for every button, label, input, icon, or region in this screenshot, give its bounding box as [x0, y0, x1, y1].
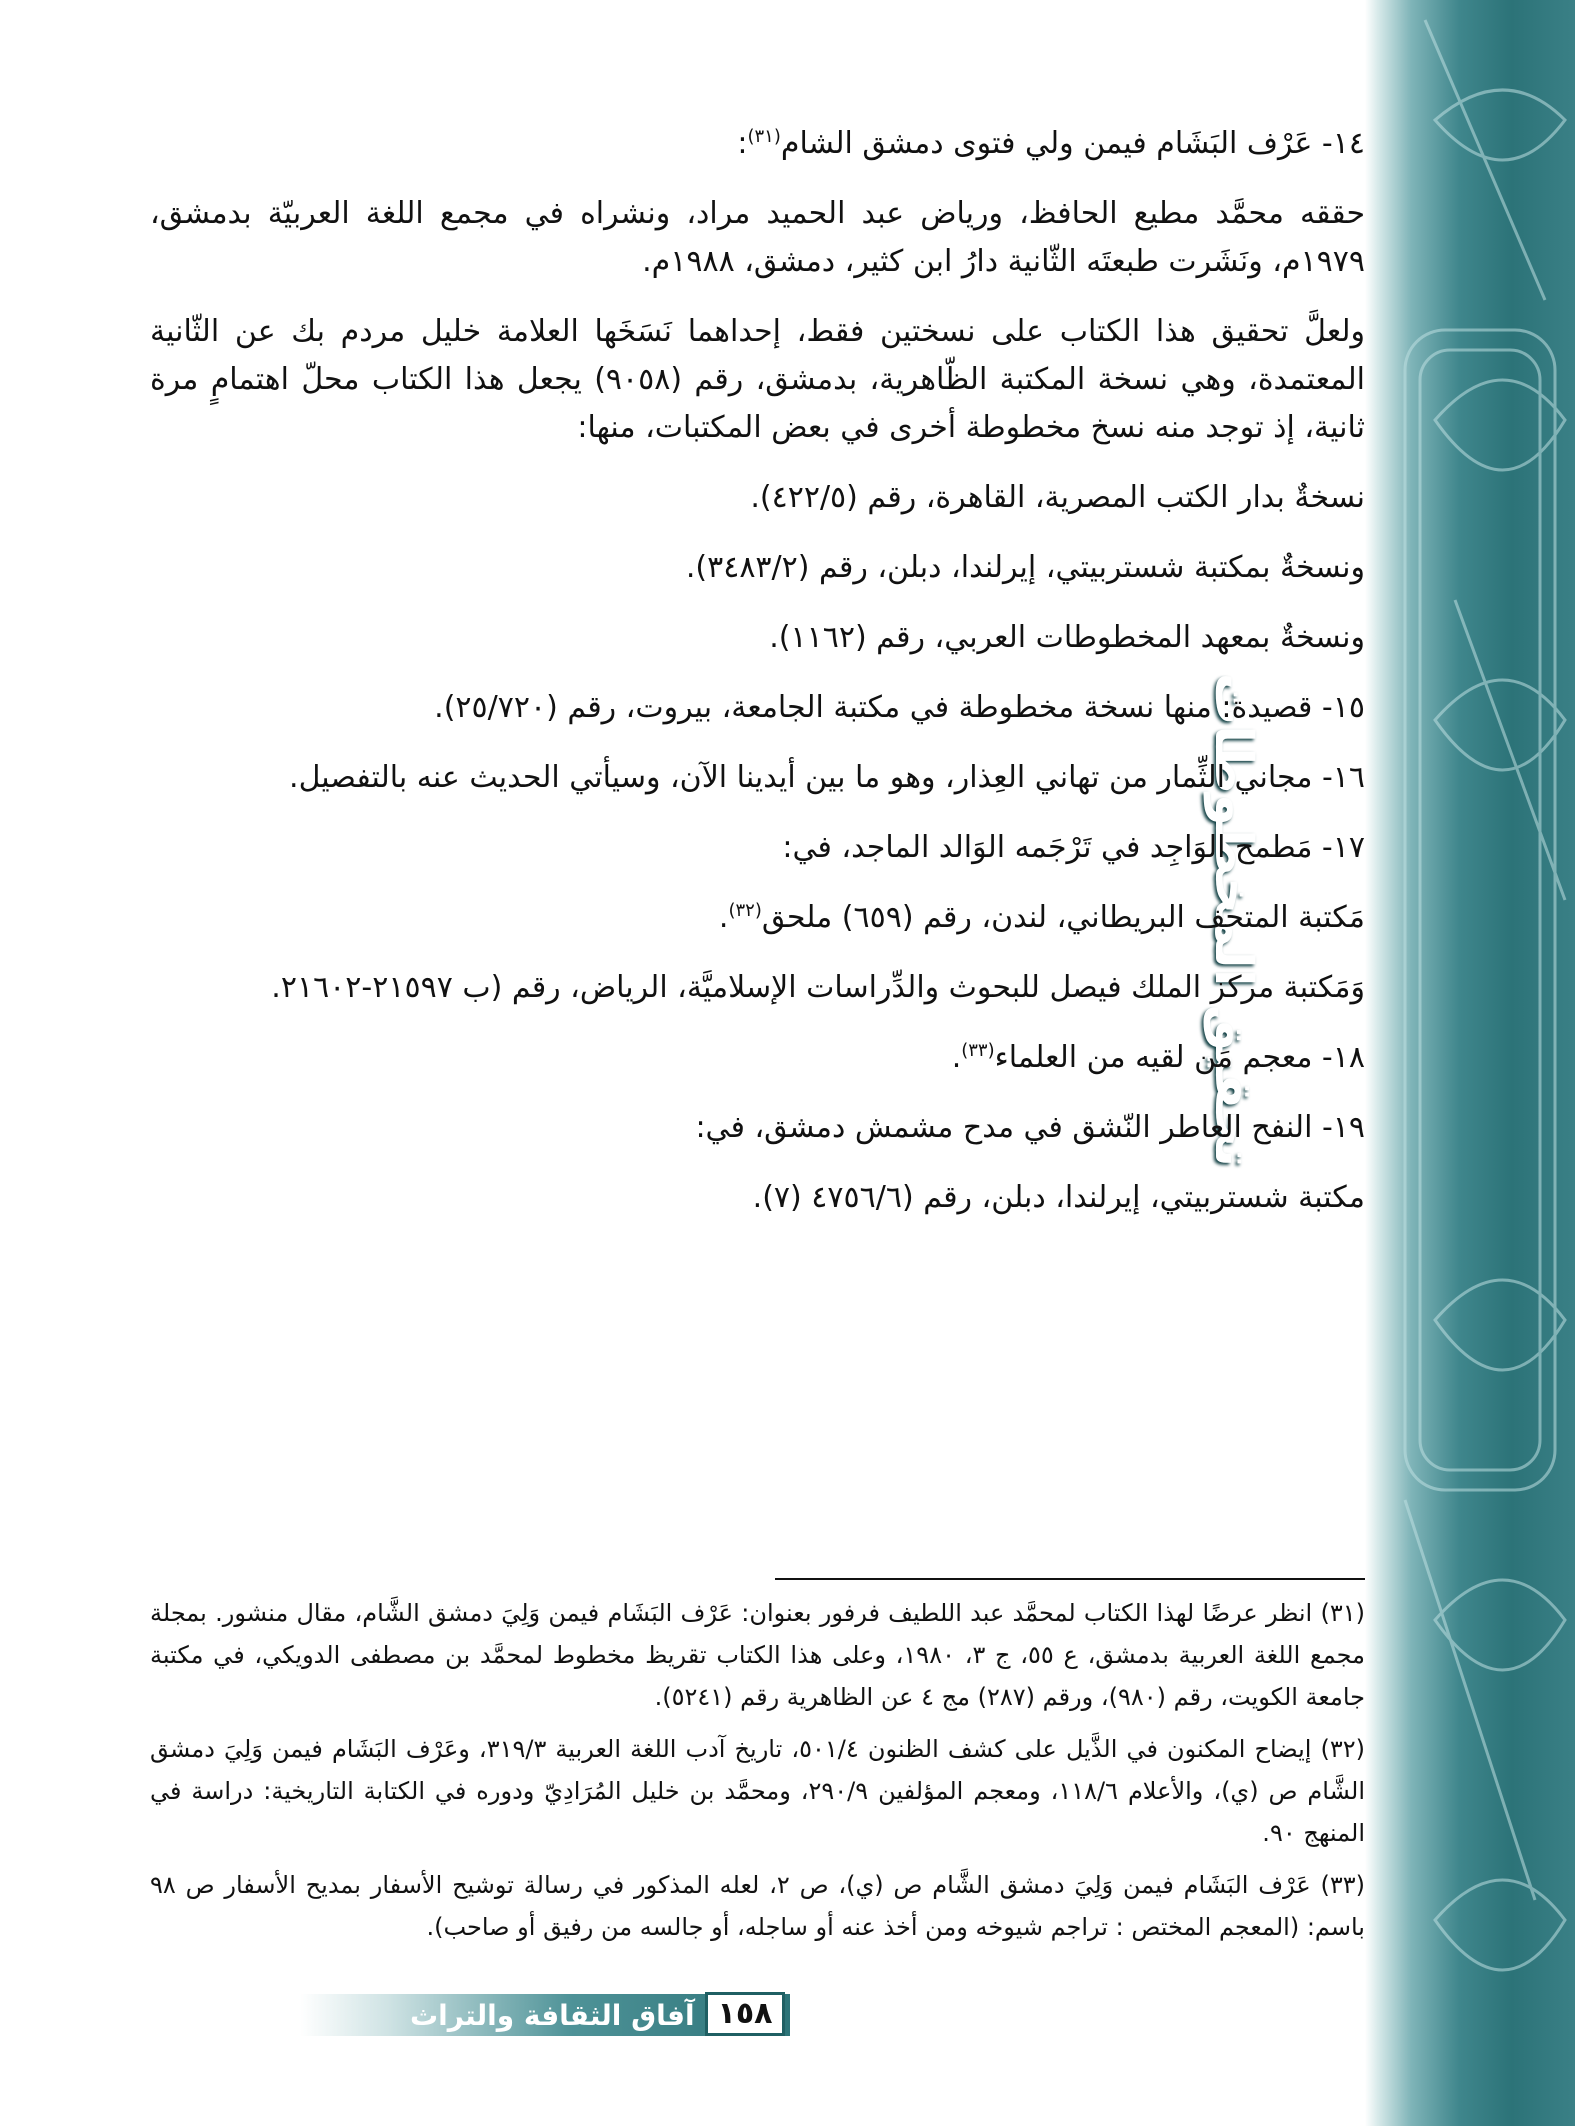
item-14-tail: : [737, 126, 748, 161]
footnote-ref-33[interactable]: (٣٣) [961, 1040, 995, 1061]
library-1-tail: . [718, 900, 729, 935]
list-item-14 [150, 120, 1365, 168]
copy-manuscripts-institute: ونسخةٌ بمعهد المخطوطات العربي، رقم (١١٦٢). [769, 620, 1365, 655]
page-number: ١٥٨ [705, 1992, 785, 2036]
copy-cairo: نسخةٌ بدار الكتب المصرية، القاهرة، رقم (٤٢٢/٥). [750, 480, 1365, 515]
library-king-faisal: وَمَكتبة مركز الملك فيصل للبحوث والدِّراسات الإسلاميَّة، الرياض، رقم (ب ٢١٥٩٧-٢١٦٠٢. [271, 970, 1365, 1005]
footnote-31: (٣١) انظر عرضًا لهذا الكتاب لمحمَّد عبد اللطيف فرفور بعنوان: عَرْف البَشَام فيمن وَلِيَ دمشق الشَّام، مقال منشور. بمجلة مجمع اللغة العربية بدمشق، ع ٥٥، ج ٣، ١٩٨٠، وعلى هذا الكتاب تقريظ مخطوط لمحمَّد بن مصطفى الدويكي، في مكتبة جامعة الكويت، رقم (٩٨٠)، ورقم (٢٨٧) مج ٤ عن الظاهرية رقم (٥٢٤١). [150, 1599, 1365, 1711]
main-text [150, 120, 1365, 1244]
section-title: تحقيق المخطوطات [1202, 672, 1263, 1168]
list-item-16: ١٦- مجاني الثِّمار من تهاني العِذار، وهو ما بين أيدينا الآن، وسيأتي الحديث عنه بالتفصيل. [289, 760, 1365, 795]
library-chester-beatty: مكتبة شستربيتي، إيرلندا، دبلن، رقم (٤٧٥٦/٦ (٧). [752, 1180, 1365, 1215]
library-1-text: مَكتبة المتحف البريطاني، لندن، رقم (٦٥٩) ملحق [761, 900, 1365, 935]
paragraph-2: ولعلَّ تحقيق هذا الكتاب على نسختين فقط، إحداهما نَسَخَها العلامة خليل مردم بك عن الثّانية المعتمدة، وهي نسخة المكتبة الظّاهرية، بدمشق، رقم (٩٠٥٨) يجعل هذا الكتاب محلّ اهتمامٍ مرة ثانية، إذ توجد منه نسخ مخطوطة أخرى في بعض المكتبات، منها: [150, 314, 1365, 445]
item-18-text: ١٨- معجم مَن لقيه من العلماء [994, 1040, 1365, 1075]
list-item-17: ١٧- مَطمح الوَاجِد في تَرْجَمه الوَالد الماجد، في: [782, 830, 1365, 865]
paragraph-1: حققه محمَّد مطيع الحافظ، ورياض عبد الحميد مراد، ونشراه في مجمع اللغة العربيّة بدمشق، ١٩٧٩م، ونَشَرت طبعتَه الثّانية دارُ ابن كثير، دمشق، ١٩٨٨م. [150, 196, 1365, 279]
ornament-pattern [1365, 0, 1575, 2126]
list-item-15: ١٥- قصيدة: منها نسخة مخطوطة في مكتبة الجامعة، بيروت، رقم (٢٥/٧٢٠). [434, 690, 1365, 725]
footnote-33: (٣٣) عَرْف البَشَام فيمن وَلِيَ دمشق الشَّام ص (ي)، ص ٢، لعله المذكور في رسالة توشيح الأسفار بمديح الأسفار ص ٩٨ باسم: (المعجم المختص : تراجم شيوخه ومن أخذ عنه أو ساجله، أو جالسه من رفيق أو صاحب). [150, 1871, 1365, 1941]
library-british-museum [150, 894, 1365, 942]
footnote-ref-32[interactable]: (٣٢) [728, 900, 762, 921]
footnote-32: (٣٢) إيضاح المكنون في الذَّيل على كشف الظنون ٥٠١/٤، تاريخ آدب اللغة العربية ٣١٩/٣، وعَرْف البَشَام فيمن وَلِيَ دمشق الشَّام ص (ي)، والأعلام ١١٨/٦، ومعجم المؤلفين ٢٩٠/٩، ومحمَّد بن خليل المُرَادِيّ ودوره في الكتابة التاريخية: دراسة في المنهج ٩٠. [150, 1735, 1366, 1847]
list-item-19: ١٩- النفح العاطر النّشق في مدح مشمش دمشق، في: [695, 1110, 1365, 1145]
item-18-tail: . [951, 1040, 962, 1075]
list-item-18 [150, 1034, 1365, 1082]
item-14-text: ١٤- عَرْف البَشَام فيمن ولي فتوى دمشق الشام [780, 126, 1365, 161]
journal-name: آفاق الثقافة والتراث [410, 1999, 695, 2032]
footnote-ref-31[interactable]: (٣١) [747, 126, 781, 147]
decorative-side-band [1202, 0, 1575, 2126]
copy-chester-beatty: ونسخةٌ بمكتبة شستربيتي، إيرلندا، دبلن، رقم (٣٤٨٣/٢). [685, 550, 1365, 585]
footnotes [150, 1592, 1365, 1958]
footnote-divider [775, 1578, 1365, 1580]
